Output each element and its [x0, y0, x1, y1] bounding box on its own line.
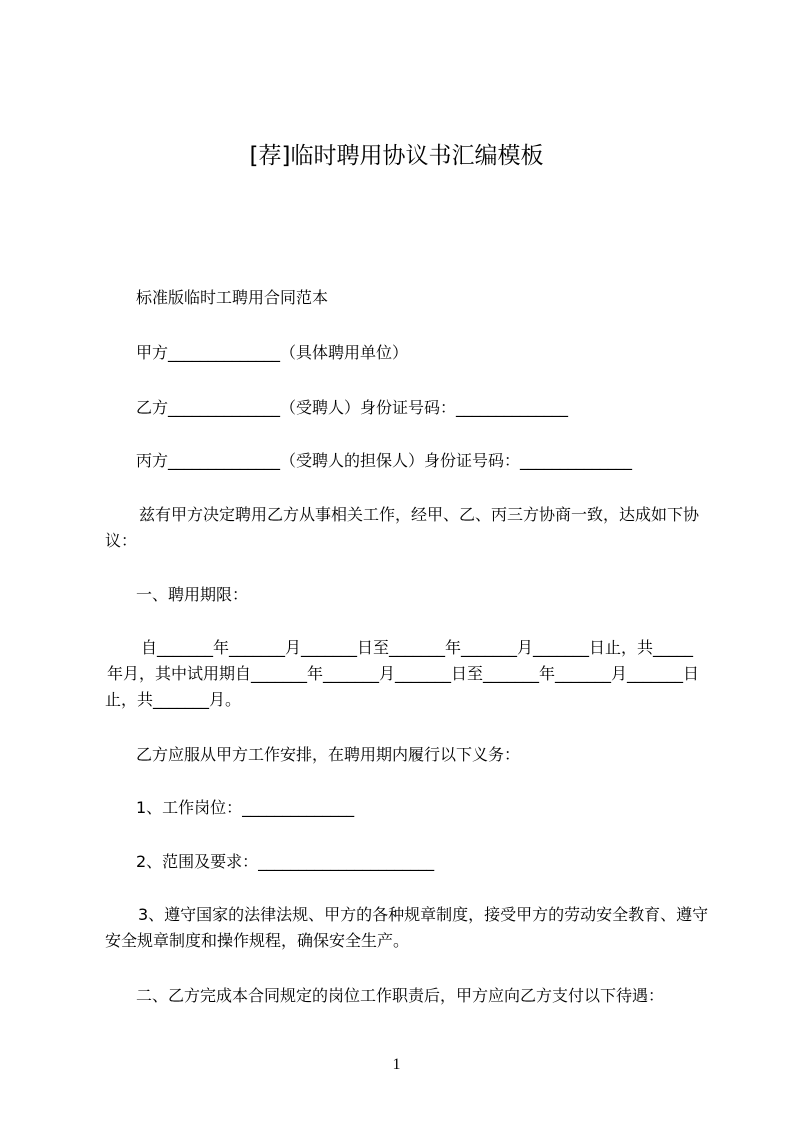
party-c-line: 丙方______________（受聘人的担保人）身份证号码：______________	[136, 451, 633, 470]
duty-item-compliance: 安全规章制度和操作规程，确保安全生产。	[105, 931, 410, 950]
section-heading-compensation: 二、乙方完成本合同规定的岗位工作职责后，甲方应向乙方支付以下待遇：	[136, 986, 665, 1005]
duty-item-scope: 2、范围及要求：______________________	[136, 852, 435, 871]
intro-line: 兹有甲方决定聘用乙方从事相关工作，经甲、乙、丙三方协商一致，达成如下协	[139, 505, 700, 524]
term-line: 年月，其中试用期自_______年_______月_______日至_______年_______月_______日	[107, 664, 700, 683]
duty-item-position: 1、工作岗位：______________	[136, 798, 355, 817]
party-a-line: 甲方______________（具体聘用单位）	[136, 343, 409, 362]
page-number: 1	[392, 1056, 401, 1073]
duty-item-compliance: 3、遵守国家的法律法规、甲方的各种规章制度，接受甲方的劳动安全教育、遵守	[138, 905, 709, 924]
contract-heading: 标准版临时工聘用合同范本	[136, 288, 329, 307]
term-line: 自_______年_______月_______日至_______年_______月_______日止，共_____	[141, 638, 694, 657]
intro-line: 议：	[105, 531, 138, 550]
document-title: [荐]临时聘用协议书汇编模板	[249, 143, 544, 169]
party-b-line: 乙方______________（受聘人）身份证号码：______________	[136, 398, 569, 417]
section-heading-term: 一、聘用期限：	[136, 585, 249, 604]
term-line: 止，共_______月。	[105, 690, 242, 709]
duties-intro: 乙方应服从甲方工作安排，在聘用期内履行以下义务：	[136, 745, 521, 764]
